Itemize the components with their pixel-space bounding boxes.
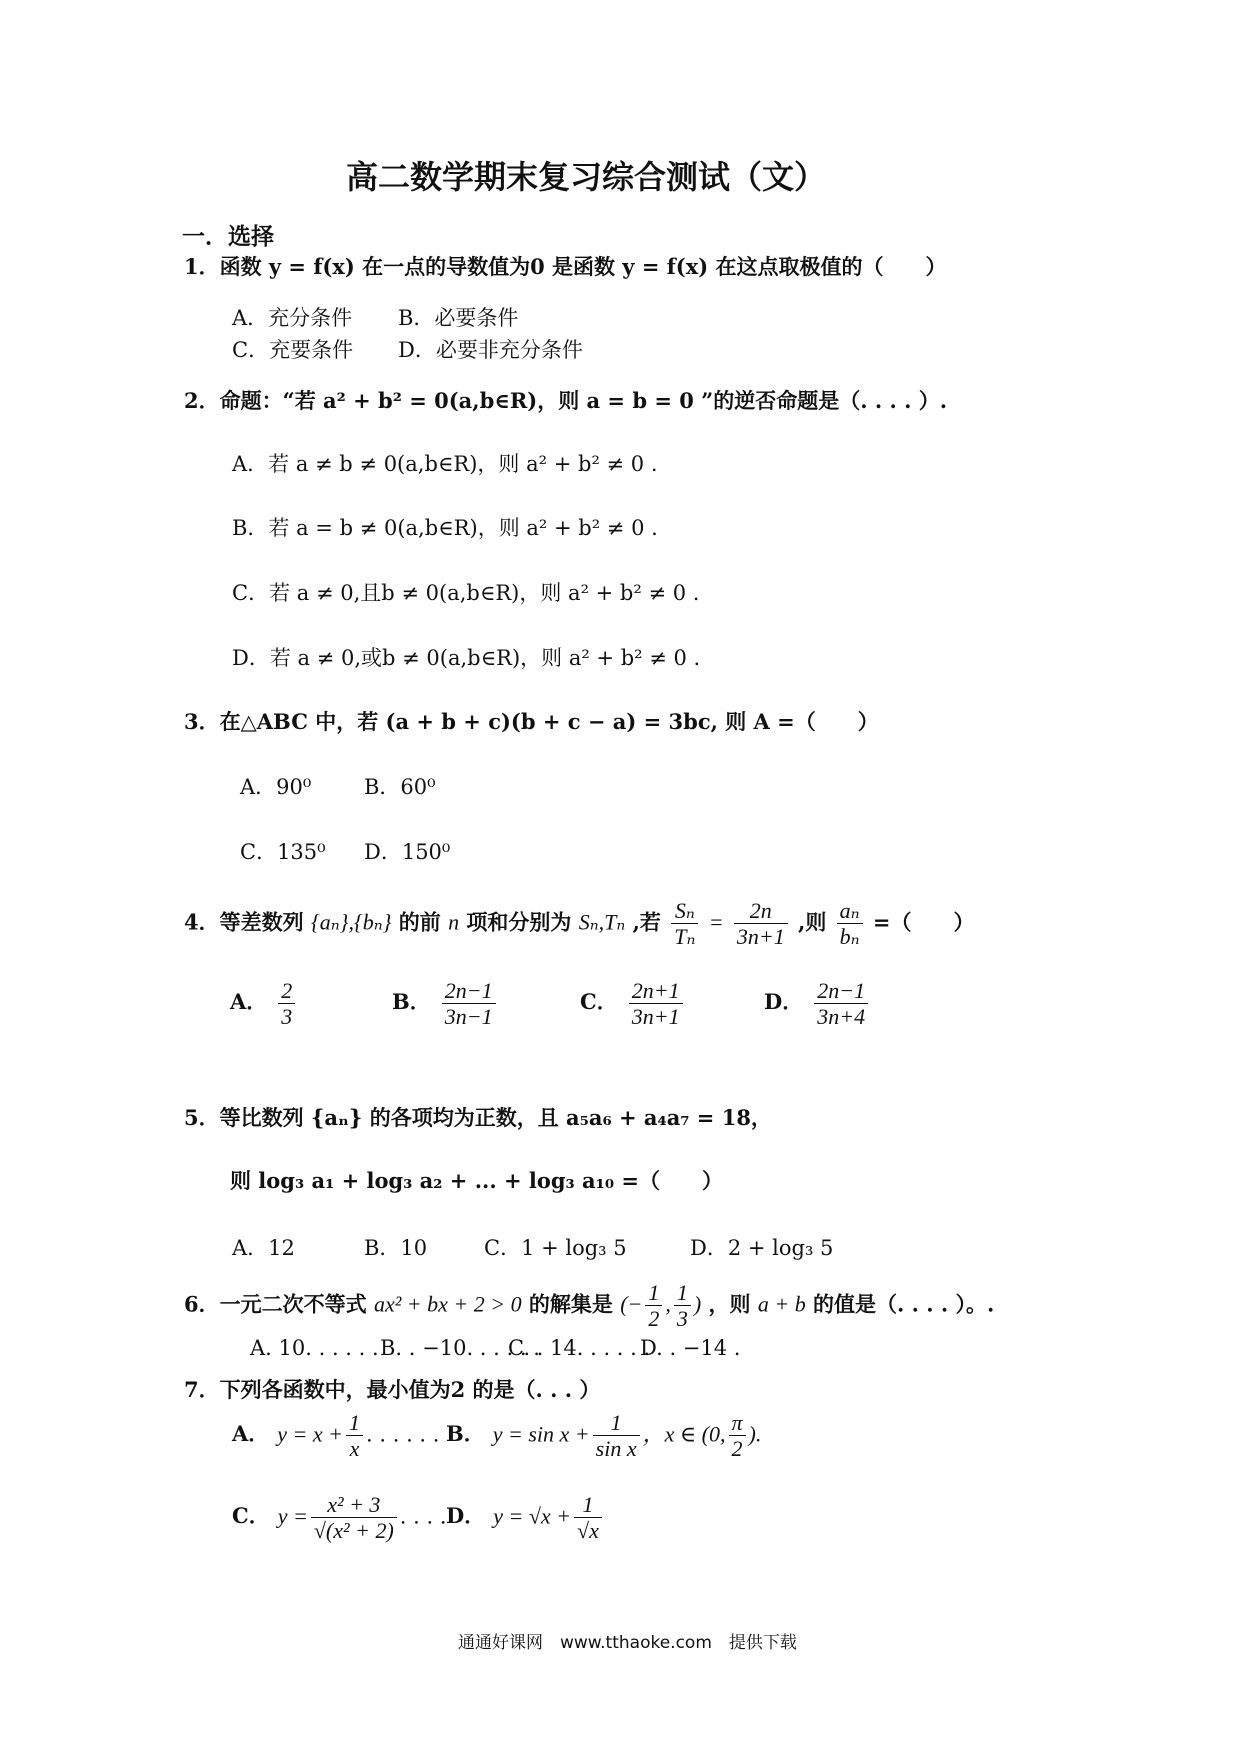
question-2-option-b: B．若 a = b ≠ 0(a,b∈R)，则 a² + b² ≠ 0 . (232, 516, 658, 540)
question-2-option-d: D．若 a ≠ 0,或b ≠ 0(a,b∈R)，则 a² + b² ≠ 0 . (232, 646, 701, 670)
question-4-stem: 4．等差数列 {aₙ},{bₙ} 的前 n 项和分别为 Sₙ,Tₙ ,若 $\frac{\text{Sₙ}}{\text{Tₙ}}$ = $\frac{2n}{3n+1}$ ,则 $\frac{\text{aₙ}}{\text{bₙ}}$ =（ ） (184, 898, 975, 950)
question-1-option-b: B．必要条件 (398, 306, 519, 330)
question-6-option-d: D. . −14 . (640, 1336, 741, 1360)
question-3-option-c: C．135⁰ (240, 840, 326, 864)
question-1-option-c: C．充要条件 (232, 338, 354, 362)
question-7-stem: 7．下列各函数中，最小值为2 的是（. . . ） (184, 1377, 601, 1402)
question-3-stem: 3．在△ABC 中，若 (a + b + c)(b + c − a) = 3bc, 则 A =（ ） (184, 709, 879, 734)
question-5-stem: 5．等比数列 {aₙ} 的各项均为正数，且 a₅a₆ + a₄a₇ = 18， (184, 1105, 772, 1130)
question-6-option-b: B. . −10. . . . . . (380, 1336, 540, 1360)
question-3-option-a: A．90⁰ (240, 775, 312, 799)
fraction: $\frac{2n}{3n+1}$ (734, 898, 788, 950)
question-2-option-c: C．若 a ≠ 0,且b ≠ 0(a,b∈R)，则 a² + b² ≠ 0 . (232, 581, 700, 605)
question-1-stem: 1．函数 y = f(x) 在一点的导数值为0 是函数 y = f(x) 在这点取极值的（ ） (184, 254, 947, 279)
fraction: $\frac{1}{3}$ (674, 1280, 691, 1332)
question-5-stem-continued: 则 log₃ a₁ + log₃ a₂ + ... + log₃ a₁₀ =（ ） (230, 1168, 723, 1193)
question-7-option-b: B． y = sin x + $\frac{1}{\text{sin x}}$ ，x ∈ (0, $\frac{\pi}{2}$ ). (446, 1410, 762, 1462)
question-5-option-b: B．10 (364, 1236, 428, 1260)
question-7-option-c: C． y = $\frac{\text{x² + 3}}{\text{√(x² + 2)}}$ . . . . (232, 1492, 447, 1544)
question-6-option-a: A. 10. . . . . . (250, 1336, 379, 1360)
question-4-option-d: D． $\frac{2n-1}{3n+4}$ (764, 978, 871, 1030)
question-6-option-c: C. . 14. . . . . . (508, 1336, 651, 1360)
page-title: 高二数学期末复习综合测试（文） (346, 158, 827, 196)
question-5-option-a: A．12 (232, 1236, 295, 1260)
question-2-option-a: A．若 a ≠ b ≠ 0(a,b∈R)，则 a² + b² ≠ 0 . (232, 452, 658, 476)
question-7-option-a: A． y = x + $\frac{1}{x}$ . . . . . . (232, 1410, 440, 1462)
question-5-option-d: D．2 + log₃ 5 (690, 1236, 834, 1260)
question-1-option-a: A．充分条件 (232, 306, 353, 330)
question-7-option-d: D． y = √x + $\frac{1}{√x}$ (446, 1492, 605, 1544)
fraction: $\frac{1}{2}$ (645, 1280, 662, 1332)
fraction: $\frac{\text{Sₙ}}{\text{Tₙ}}$ (671, 898, 698, 950)
question-3-option-d: D．150⁰ (364, 840, 451, 864)
question-5-option-c: C．1 + log₃ 5 (484, 1236, 627, 1260)
question-1-option-d: D．必要非充分条件 (398, 338, 583, 362)
fraction: $\frac{\text{aₙ}}{\text{bₙ}}$ (837, 898, 863, 950)
question-3-option-b: B．60⁰ (364, 775, 436, 799)
question-6-stem: 6．一元二次不等式 ax² + bx + 2 > 0 的解集是 (− $\frac{1}{2}$ , $\frac{1}{3}$ ) ，则 a + b 的值是（. . . . ）。. (184, 1280, 995, 1332)
question-4-option-b: B． $\frac{2n-1}{3n-1}$ (392, 978, 499, 1030)
question-4-option-c: C． $\frac{2n+1}{3n+1}$ (580, 978, 686, 1030)
question-4-option-a: A． $\frac{2}{3}$ (230, 978, 298, 1030)
section-heading: 一．选择 (182, 223, 274, 250)
question-2-stem: 2．命题：“若 a² + b² = 0(a,b∈R)，则 a = b = 0 ”的逆否命题是（. . . . ）. (184, 388, 948, 413)
page-footer: 通通好课网 www.tthaoke.com 提供下载 (458, 1633, 797, 1653)
